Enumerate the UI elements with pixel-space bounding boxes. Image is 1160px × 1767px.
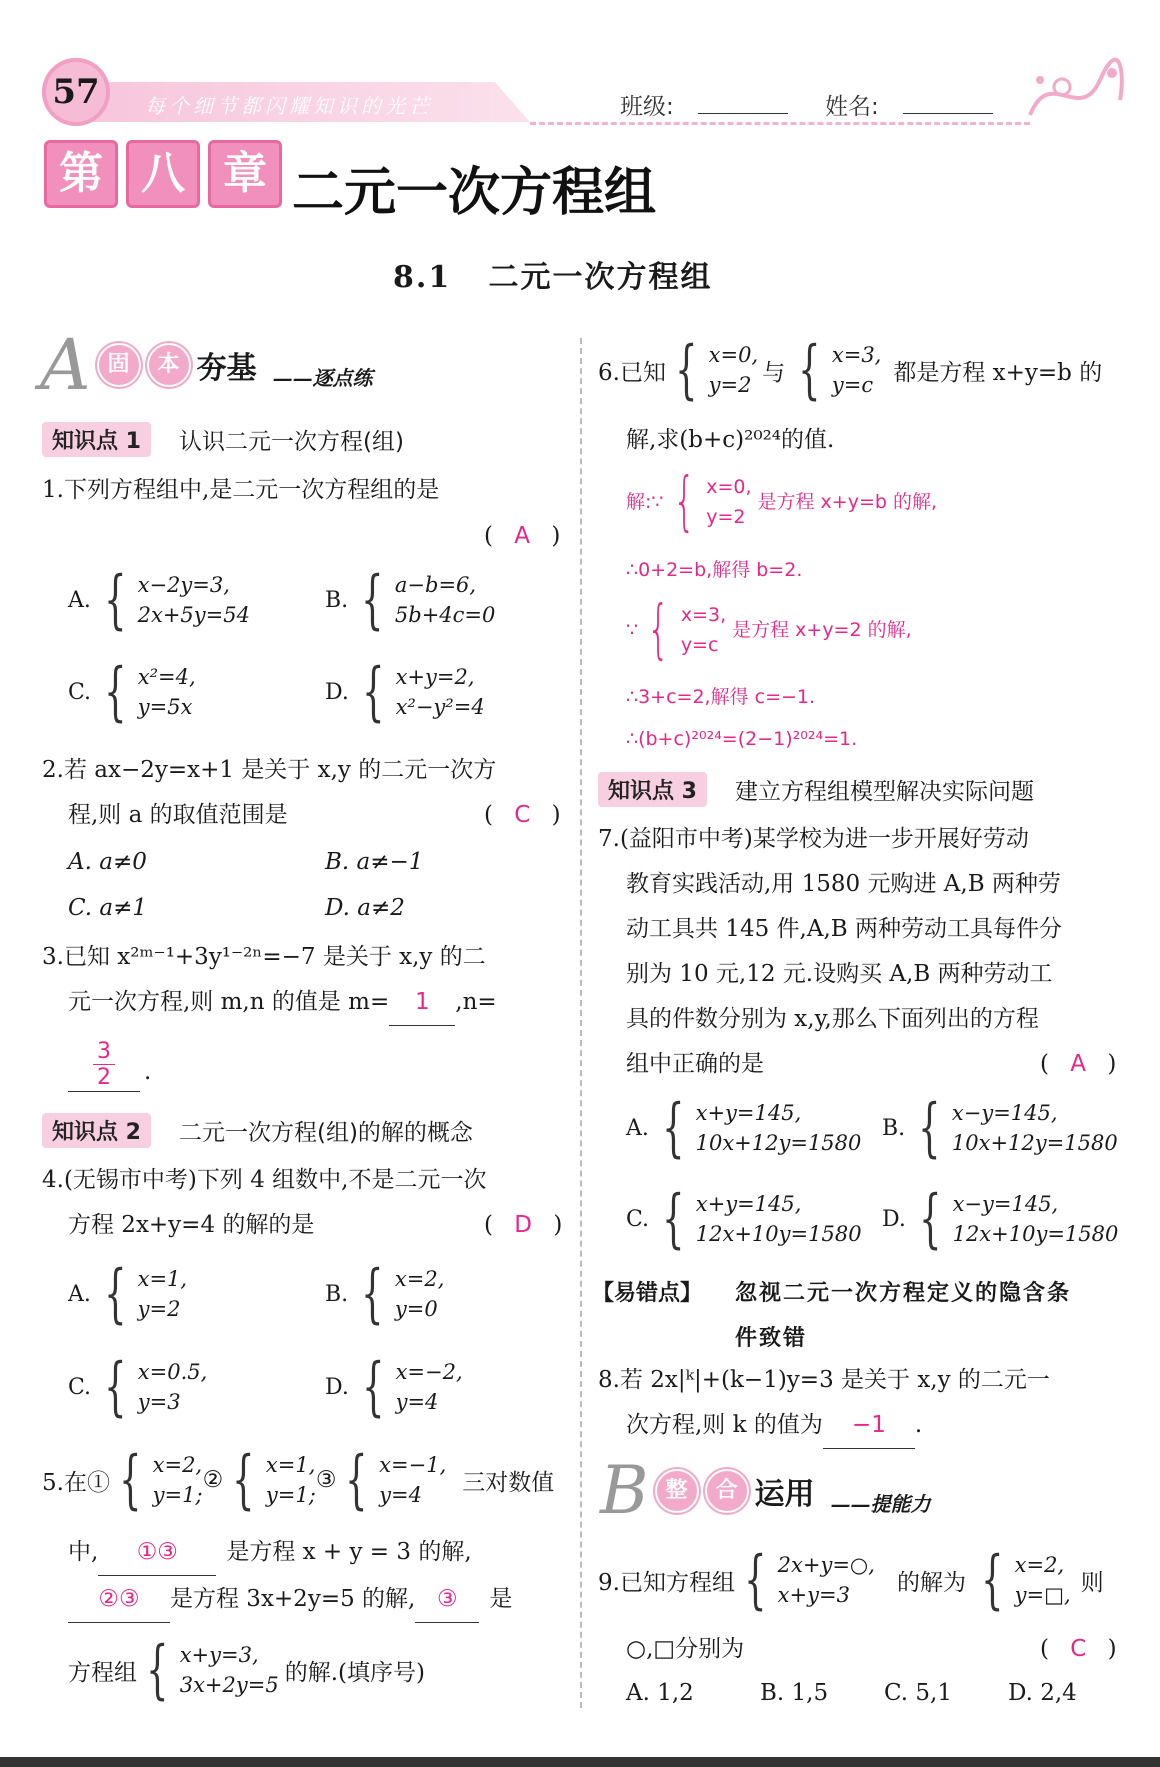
q5-blank-1: ①③ <box>98 1530 216 1576</box>
kp2-label: 知识点 2 <box>42 1113 151 1148</box>
eq-row: 10x+12y=1580 <box>951 1131 1118 1155</box>
part-a-circle-2: 本 <box>147 343 191 387</box>
brace-icon: { <box>362 1350 385 1424</box>
eq-row: x=1, <box>265 1453 316 1477</box>
part-b-heading <box>600 1452 931 1529</box>
part-b-circle-2: 合 <box>705 1469 749 1513</box>
kp2-title: 二元一次方程(组)的解的概念 <box>178 1120 473 1146</box>
q6-solution-1 <box>626 465 938 539</box>
brace-icon: { <box>104 1257 127 1331</box>
q3-n-numerator: 3 <box>93 1040 115 1065</box>
eq-row: y=1; <box>265 1483 316 1507</box>
brace-icon: { <box>104 1350 127 1424</box>
bottom-bar <box>0 1757 1160 1767</box>
kp3-title: 建立方程组模型解决实际问题 <box>734 779 1034 805</box>
paren-open: ( <box>1040 1636 1049 1662</box>
eq-row: x=1, <box>137 1267 188 1291</box>
q5-text: 的解.(填序号) <box>284 1659 425 1686</box>
q5-text: ② <box>202 1467 224 1493</box>
chapter-title: 二元一次方程组 <box>292 163 657 223</box>
eq-row: y=2 <box>708 373 752 397</box>
q7-line-1: 7.(益阳市中考)某学校为进一步开展好劳动 <box>598 826 1029 852</box>
brace-icon: { <box>361 1257 384 1331</box>
q2-line-1: 2.若 ax−2y=x+1 是关于 x,y 的二元一次方 <box>42 757 497 783</box>
q5-line-1 <box>42 1443 555 1517</box>
part-a-heading <box>40 324 373 406</box>
eq-row: 10x+12y=1580 <box>695 1131 862 1155</box>
solution-text: 是方程 x+y=2 的解, <box>732 619 912 641</box>
eq-row: x=2, <box>394 1267 445 1291</box>
brace-icon: { <box>662 1182 685 1256</box>
q6-text: 都是方程 x+y=b 的 <box>893 359 1103 386</box>
q6-solution-5: ∴(b+c)²⁰²⁴=(2−1)²⁰²⁴=1. <box>626 728 858 750</box>
q8-blank: −1 <box>823 1403 915 1449</box>
part-a-circle-1: 固 <box>97 343 141 387</box>
q7-option-d <box>882 1182 1119 1256</box>
q3-text: ,n= <box>455 989 497 1015</box>
q2-line-2: 程,则 a 的取值范围是 <box>68 802 288 828</box>
part-b-subtitle: ——提能力 <box>830 1491 931 1516</box>
q9-option-c: C. 5,1 <box>884 1680 952 1706</box>
q9-option-d: D. 2,4 <box>1008 1680 1077 1706</box>
part-a-title: 夯基 <box>196 351 257 386</box>
eq-row: x²−y²=4 <box>395 695 485 719</box>
brace-icon: { <box>362 655 385 729</box>
eq-row: 5b+4c=0 <box>394 603 496 627</box>
header-slogan: 每个细节都闪耀知识的光芒 <box>145 94 433 118</box>
q7-option-a <box>626 1091 862 1165</box>
brace-icon: { <box>981 1543 1004 1617</box>
q3-line-2 <box>68 980 497 1026</box>
eq-row: y=4 <box>395 1390 439 1414</box>
q2-answer: C <box>514 802 531 828</box>
eq-row: y=4 <box>379 1483 422 1507</box>
eq-row: x=2, <box>152 1453 203 1477</box>
class-field[interactable] <box>698 113 788 114</box>
solution-text: 是方程 x+y=b 的解, <box>757 491 938 513</box>
q2-answer-paren <box>484 793 561 838</box>
eq-row: y=1; <box>152 1483 203 1507</box>
q2-option-c: C. a≠1 <box>68 895 148 921</box>
q9-answer-paren <box>1040 1627 1117 1672</box>
eq-row: x=0, <box>708 343 759 367</box>
brace-icon: { <box>744 1543 767 1617</box>
brace-icon: { <box>146 1633 169 1707</box>
eq-row: x−y=145, <box>952 1192 1059 1216</box>
q5-line-4 <box>68 1633 425 1707</box>
q7-option-b <box>882 1091 1118 1165</box>
option-letter: B. <box>325 1281 349 1307</box>
paren-open: ( <box>1040 1051 1049 1077</box>
eq-row: x=−1, <box>379 1453 447 1477</box>
eq-row: y=2 <box>137 1297 181 1321</box>
brace-icon: { <box>647 593 670 667</box>
knowledge-point-1 <box>42 422 404 457</box>
eq-row: 12x+10y=1580 <box>695 1222 862 1246</box>
q5-text: 是 <box>489 1586 513 1612</box>
eq-row: x−2y=3, <box>137 573 230 597</box>
chapter-label <box>44 140 282 208</box>
option-letter: B. <box>325 587 349 613</box>
brace-icon: { <box>675 333 698 407</box>
paren-close: ) <box>553 1212 563 1238</box>
q7-line-2: 教育实践活动,用 1580 元购进 A,B 两种劳 <box>626 871 1061 897</box>
eq-row: 2x+y=○, <box>777 1553 875 1577</box>
easy-mistake-line-2: 件致错 <box>735 1326 808 1351</box>
eq-row: x+y=145, <box>695 1101 802 1125</box>
q6-text: 6.已知 <box>598 359 666 386</box>
option-letter: A. <box>68 1281 91 1307</box>
eq-row: a−b=6, <box>394 573 477 597</box>
brace-icon: { <box>345 1443 369 1517</box>
eq-row: y=3 <box>137 1390 181 1414</box>
q4-line-1: 4.(无锡市中考)下列 4 组数中,不是二元一次 <box>42 1167 487 1193</box>
q9-line-1 <box>598 1543 1104 1617</box>
q8-line-1: 8.若 2x|ᵏ|+(k−1)y=3 是关于 x,y 的二元一 <box>598 1367 1050 1393</box>
q5-text: 中, <box>68 1539 99 1565</box>
paren-close: ) <box>1107 1636 1117 1662</box>
option-letter: C. <box>68 1374 92 1400</box>
kp1-label: 知识点 1 <box>42 422 151 457</box>
q9-option-b: B. 1,5 <box>760 1680 829 1706</box>
paren-open: ( <box>484 1212 493 1238</box>
q4-line-2: 方程 2x+y=4 的解的是 <box>68 1212 315 1238</box>
eq-row: y=c <box>831 373 874 397</box>
eq-row: y=5x <box>137 695 193 719</box>
q9-answer: C <box>1070 1636 1087 1662</box>
q9-text: 的解为 <box>896 1569 966 1596</box>
q2-option-b: B. a≠−1 <box>325 849 424 875</box>
q8-text: . <box>914 1412 923 1438</box>
part-b-title: 运用 <box>754 1477 815 1512</box>
option-letter: A. <box>626 1115 649 1141</box>
paren-close: ) <box>1107 1051 1117 1077</box>
q4-option-c <box>68 1350 208 1424</box>
brace-icon: { <box>104 655 127 729</box>
q6-solution-2: ∴0+2=b,解得 b=2. <box>626 559 803 581</box>
eq-row: 2x+5y=54 <box>137 603 250 627</box>
kp3-label: 知识点 3 <box>598 772 707 807</box>
eq-row: x=2, <box>1014 1553 1065 1577</box>
solution-text: ∵ <box>626 619 639 641</box>
q1-answer: A <box>514 523 531 549</box>
q1-option-b <box>325 563 496 637</box>
easy-mistake-tag: 【易错点】 <box>592 1281 703 1306</box>
q6-line-1 <box>598 333 1103 407</box>
option-letter: D. <box>325 1374 349 1400</box>
eq-row: x+y=2, <box>395 665 475 689</box>
eq-row: y=□, <box>1014 1583 1071 1607</box>
name-label: 姓名: <box>825 94 879 120</box>
part-a-letter: A <box>40 324 91 406</box>
option-letter: B. <box>882 1115 906 1141</box>
q5-text: 是方程 x + y = 3 的解, <box>226 1539 472 1565</box>
q1-answer-paren <box>484 514 560 559</box>
q7-line-5: 具的件数分别为 x,y,那么下面列出的方程 <box>626 1006 1039 1032</box>
q7-answer-paren <box>1040 1042 1116 1087</box>
q4-option-d <box>325 1350 463 1424</box>
q7-option-c <box>626 1182 862 1256</box>
q9-text: 9.已知方程组 <box>598 1569 735 1596</box>
q5-line-3 <box>68 1577 512 1623</box>
paren-close: ) <box>551 802 561 828</box>
brace-icon: { <box>232 1443 255 1517</box>
eq-row: y=c <box>680 634 719 656</box>
q4-option-a <box>68 1257 188 1331</box>
brace-icon: { <box>662 1091 685 1165</box>
eq-row: x+y=3, <box>179 1643 259 1667</box>
section-title: 8.1 二元一次方程组 <box>393 260 713 295</box>
q2-option-d: D. a≠2 <box>325 895 405 921</box>
q7-line-3: 动工具共 145 件,A,B 两种劳动工具每件分 <box>626 916 1062 942</box>
option-letter: C. <box>68 679 92 705</box>
q1-option-c <box>68 655 196 729</box>
q9-option-a: A. 1,2 <box>626 1680 694 1706</box>
paren-close: ) <box>551 523 561 549</box>
brace-icon: { <box>104 563 127 637</box>
q1-option-d <box>325 655 485 729</box>
chapter-char-1: 第 <box>44 140 118 208</box>
q3-line-1: 3.已知 x²ᵐ⁻¹+3y¹⁻²ⁿ=−7 是关于 x,y 的二 <box>42 944 486 970</box>
header-dashed-line <box>530 122 1030 125</box>
q6-solution-4: ∴3+c=2,解得 c=−1. <box>626 686 816 708</box>
eq-row: x=3, <box>831 343 882 367</box>
q9-line-2: ○,□分别为 <box>626 1636 745 1662</box>
part-b-letter: B <box>600 1452 649 1529</box>
kp1-title: 认识二元一次方程(组) <box>178 429 404 455</box>
q8-text: 次方程,则 k 的值为 <box>626 1412 823 1438</box>
column-divider <box>580 338 582 1708</box>
eq-row: 12x+10y=1580 <box>952 1222 1119 1246</box>
name-field[interactable] <box>903 113 993 114</box>
chapter-char-2: 八 <box>126 140 200 208</box>
paren-open: ( <box>484 523 493 549</box>
q6-solution-3 <box>626 593 912 667</box>
decorative-flourish-icon <box>1020 55 1130 130</box>
q8-line-2 <box>626 1403 922 1449</box>
q5-text: 是方程 3x+2y=5 的解, <box>170 1586 416 1612</box>
eq-row: x+y=3 <box>777 1583 850 1607</box>
option-letter: A. <box>68 587 91 613</box>
q2-option-a: A. a≠0 <box>68 849 147 875</box>
eq-row: x=0.5, <box>137 1360 208 1384</box>
easy-mistake-line-1: 忽视二元一次方程定义的隐含条 <box>735 1281 1072 1306</box>
q1-option-a <box>68 563 250 637</box>
part-a-subtitle: ——逐点练 <box>272 365 373 390</box>
q3-end: . <box>144 1059 152 1085</box>
class-label: 班级: <box>620 94 674 120</box>
brace-icon: { <box>918 1091 941 1165</box>
option-letter: D. <box>325 679 349 705</box>
q5-text: ③ <box>315 1467 337 1493</box>
q4-option-b <box>325 1257 445 1331</box>
q3-m-blank: 1 <box>389 980 455 1026</box>
q7-line-6: 组中正确的是 <box>626 1051 764 1077</box>
q5-line-2 <box>68 1530 472 1576</box>
q1-stem: 1.下列方程组中,是二元一次方程组的是 <box>42 477 440 503</box>
eq-row: y=2 <box>706 506 746 528</box>
q9-text: 则 <box>1080 1569 1104 1596</box>
eq-row: 3x+2y=5 <box>179 1673 279 1697</box>
q5-text: 5.在① <box>42 1469 110 1496</box>
q3-n-blank <box>68 1040 140 1092</box>
q7-line-4: 别为 10 元,12 元.设购买 A,B 两种劳动工 <box>626 961 1053 987</box>
chapter-char-3: 章 <box>208 140 282 208</box>
eq-row: x²=4, <box>137 665 196 689</box>
paren-open: ( <box>484 802 493 828</box>
brace-icon: { <box>361 563 384 637</box>
q3-text: 元一次方程,则 m,n 的值是 m= <box>68 989 390 1015</box>
eq-row: x=−2, <box>395 1360 463 1384</box>
page-number: 57 <box>52 72 100 112</box>
eq-row: x=0, <box>706 476 752 498</box>
knowledge-point-3 <box>598 772 1034 807</box>
brace-icon: { <box>672 465 696 539</box>
q3-n-denominator: 2 <box>97 1065 111 1090</box>
q4-answer: D <box>514 1212 533 1238</box>
option-letter: D. <box>882 1206 906 1232</box>
q5-text: 三对数值 <box>462 1469 555 1496</box>
brace-icon: { <box>119 1443 142 1517</box>
q7-answer: A <box>1070 1051 1087 1077</box>
solution-text: 解:∵ <box>626 491 664 513</box>
knowledge-point-2 <box>42 1113 473 1148</box>
q4-answer-paren <box>484 1203 562 1248</box>
q5-text: 方程组 <box>68 1659 137 1686</box>
part-b-circle-1: 整 <box>655 1469 699 1513</box>
q6-line-2: 解,求(b+c)²⁰²⁴的值. <box>626 427 835 453</box>
eq-row: x+y=145, <box>695 1192 802 1216</box>
eq-row: y=0 <box>394 1297 438 1321</box>
eq-row: x=3, <box>680 604 727 626</box>
brace-icon: { <box>919 1182 942 1256</box>
q6-text: 与 <box>762 359 786 386</box>
q5-blank-3: ③ <box>415 1577 479 1623</box>
page-number-badge <box>42 58 110 126</box>
option-letter: C. <box>626 1206 650 1232</box>
q5-blank-2: ②③ <box>68 1577 170 1623</box>
eq-row: x−y=145, <box>951 1101 1058 1125</box>
brace-icon: { <box>798 333 821 407</box>
